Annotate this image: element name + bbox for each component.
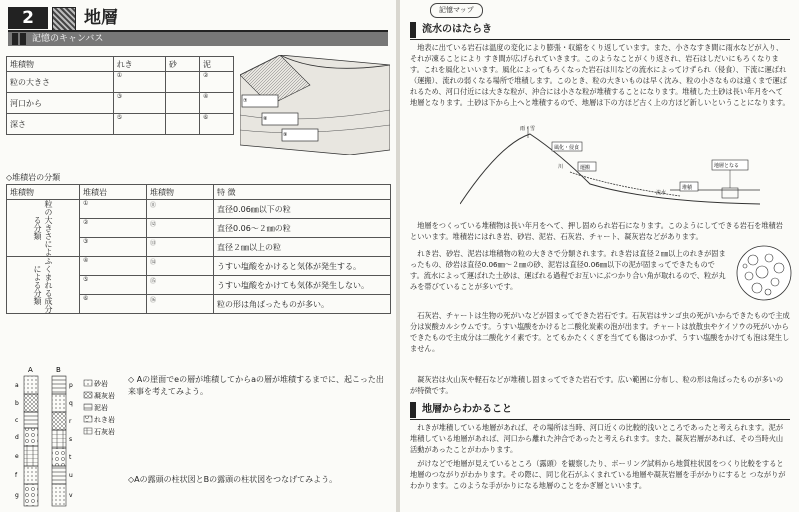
fig-label: 雨・雪 [520, 126, 536, 132]
answer-blank[interactable]: ⑫ [147, 219, 214, 238]
answer-blank[interactable]: ③ [113, 93, 165, 114]
feature-text: うすい塩酸をかけても気体が発生しない。 [214, 276, 391, 295]
table-row [7, 114, 234, 135]
row-label: 深さ [7, 114, 114, 135]
table-header: 堆積物 [7, 57, 114, 72]
table-header: れき [113, 57, 165, 72]
legend-item: 凝灰岩 [94, 392, 115, 400]
layer-label: u [69, 472, 73, 479]
layer-label: e [15, 453, 19, 460]
answer-blank[interactable]: ⑤ [80, 276, 147, 295]
answer-blank[interactable]: ④ [80, 257, 147, 276]
answer-blank[interactable] [165, 93, 199, 114]
layer-label: t [69, 454, 72, 461]
row-label: 河口から [7, 93, 114, 114]
fig-label: 地層となる [714, 163, 740, 169]
heading-what-layers-show [410, 402, 790, 418]
feature-text: 直径0.06～２㎜の粒 [214, 219, 391, 238]
answer-blank[interactable]: ⑥ [80, 295, 147, 314]
column-a-label: A [28, 366, 33, 374]
answer-blank[interactable]: ⑮ [147, 276, 214, 295]
table-row [7, 200, 391, 219]
feature-text: うすい塩酸をかけると気体が発生する。 [214, 257, 391, 276]
answer-blank[interactable]: ⑭ [147, 257, 214, 276]
rock-icon [52, 7, 76, 31]
right-page [400, 0, 799, 512]
answer-blank[interactable] [165, 72, 199, 93]
table-row [7, 93, 234, 114]
group-label: ふくまれる成分による分類 [7, 257, 80, 314]
left-page [0, 0, 396, 512]
table-row [7, 72, 234, 93]
legend-item: 砂岩 [94, 380, 108, 388]
layer-label: q [69, 400, 73, 407]
subtitle-bar [8, 32, 388, 46]
layer-label: d [15, 434, 19, 441]
answer-blank[interactable]: ① [113, 72, 165, 93]
question-1: ◇ Aの崖面でeの層が堆積してからaの層が堆積するまでに、起こった出来事を考えてみよう。 [128, 375, 384, 396]
section-title: ◇堆積岩の分類 [6, 173, 61, 182]
chapter-number: 2 [8, 7, 48, 29]
group-label: 粒の大きさによる分類 [7, 200, 80, 257]
rock-grains-illustration [735, 244, 793, 302]
answer-blank[interactable] [165, 114, 199, 135]
terrain-block-diagram [240, 55, 390, 155]
layer-label: b [15, 400, 19, 407]
columnar-sections [6, 366, 126, 512]
table-row [7, 257, 391, 276]
paragraph: がけなどで地層が見えているところ（露頭）を観察したり、ボーリング試料から地質柱状図をつくり比較をすると地層のつながりがわかります。その際に、同じ化石がふくまれている地層や凝灰岩層を手がかりにすると つながりがわかります。このような手がかりになる地層のことをかぎ層といいます。 [410, 459, 786, 490]
feature-text: 直径２㎜以上の粒 [214, 238, 391, 257]
feature-text: 粒の形は角ばったものが多い。 [214, 295, 391, 314]
section-tag: 記憶マップ [430, 3, 483, 18]
layer-label: s [69, 436, 73, 443]
chapter-title: 地層 [84, 8, 118, 28]
paragraph: 凝灰岩は火山灰や軽石などが堆積し固まってできた岩石です。広い範囲に分布し、粒の形は角ばったものが多いのが特徴です。 [410, 375, 784, 395]
answer-blank[interactable]: ⑯ [147, 295, 214, 314]
table-header: 特 徴 [214, 185, 391, 200]
legend-item: 泥岩 [94, 404, 108, 412]
answer-blank[interactable]: ② [199, 72, 233, 93]
table-header: 泥 [199, 57, 233, 72]
layer-label: f [15, 472, 18, 479]
blank-label: ⑧ [263, 116, 268, 122]
answer-blank[interactable]: ③ [80, 238, 147, 257]
fig-label: 運搬 [580, 165, 591, 171]
answer-blank[interactable]: ⑥ [199, 114, 233, 135]
blank-label: ⑦ [243, 98, 248, 104]
answer-blank[interactable]: ① [80, 200, 147, 219]
heading-running-water [410, 22, 790, 38]
paragraph: れき岩、砂岩、泥岩は堆積物の粒の大きさで分類されます。れき岩は直径２㎜以上のれきが固まったもの、砂岩は直径0.06㎜～２㎜の砂、泥岩は直径0.06㎜以下の泥が固まってできたものです。流水によって運ばれた土砂は、運ばれる過程でお互いにぶつかり合い角が取れるので、粒が丸みを帯びていることが多いです。 [410, 249, 726, 291]
rock-classification-table [6, 184, 391, 314]
legend-item: 石灰岩 [94, 428, 115, 436]
column-b-label: B [56, 366, 61, 374]
table-header: 堆積物 [7, 185, 80, 200]
fig-label: 川 [558, 164, 564, 170]
fig-label: 堆積 [682, 185, 693, 191]
row-label: 粒の大きさ [7, 72, 114, 93]
layer-label: v [69, 492, 73, 499]
sediment-table [6, 56, 234, 135]
answer-blank[interactable]: ② [80, 219, 147, 238]
layer-label: c [15, 417, 19, 424]
layer-label: p [69, 382, 73, 389]
table-header: 堆積物 [147, 185, 214, 200]
table-header: 堆積岩 [80, 185, 147, 200]
answer-blank[interactable]: ⑪ [147, 200, 214, 219]
paragraph: れきが堆積している地層があれば、その場所は当時、河口近くの比較的浅いところであったと考えられます。泥が堆積している地層があれば、河口から離れた沖合であったと考えられます。また、凝灰岩層があれば、その当時火山活動があったことがわかります。 [410, 423, 784, 454]
subtitle: 記憶のキャンバス [32, 34, 104, 44]
chapter-header [8, 5, 388, 31]
layer-label: a [15, 382, 19, 389]
answer-blank[interactable]: ④ [199, 93, 233, 114]
answer-blank[interactable]: ⑤ [113, 114, 165, 135]
paragraph: 石灰岩、チャートは生物の死がいなどが固まってできた岩石です。石灰岩はサンゴ虫の死がいからできたもので主成分は炭酸カルシウムです。うすい塩酸をかけると二酸化炭素の泡が出ます。チャートは放散虫やケイソウの死がいからできたもので主成分は二酸化ケイ素です。とてもかたくくぎを当てても傷はつかず、うすい塩酸をかけても泡は発生しません。 [410, 311, 790, 353]
feature-text: 直径0.06㎜以下の粒 [214, 200, 391, 219]
answer-blank[interactable]: ⑬ [147, 238, 214, 257]
fig-label: 流水 [656, 190, 667, 196]
heading-text: 流水のはたらき [422, 24, 492, 35]
erosion-diagram [460, 124, 760, 214]
legend-item: れき岩 [94, 416, 115, 424]
paragraph: 地層をつくっている堆積物は長い年月をへて、押し固められ岩石になります。このようにしてできる岩石を堆積岩といいます。堆積岩にはれき岩、砂岩、泥岩、石灰岩、チャート、凝灰岩などがあります。 [410, 221, 783, 241]
layer-label: r [69, 418, 72, 425]
question-2: ◇Aの露頭の柱状図とBの露頭の柱状図をつなげてみよう。 [128, 475, 338, 484]
fig-label: 風化・侵食 [554, 145, 580, 151]
paragraph: 地表に出ている岩石は温度の変化により膨張・収縮をくり返しています。また、小さなすき間に雨水などが入り、それが凍ることにより すき間が広げられていきます。このようなことがくり返され、岩石はしだいにもろくなります。これを風化といいます。風化によってもろくなった岩石は川などの流水によってけずられ（侵食）、下流に運ばれ（運搬）、流れの弱くなる場所で堆積します。このとき、粒の大きいものは早く沈み、粒の小さなものは遠くまで運ばれるため、河口付近には大きな粒が、沖合には小さな粒が堆積することになります。堆積した土砂は長い年月をへて地層となります。土砂は下から上へと堆積するので、地層は下の方ほど古く上の方ほど新しいということになります。 [410, 43, 790, 107]
layer-label: g [15, 492, 19, 499]
table-header: 砂 [165, 57, 199, 72]
blank-label: ⑨ [283, 132, 288, 138]
heading-text: 地層からわかること [422, 404, 512, 415]
